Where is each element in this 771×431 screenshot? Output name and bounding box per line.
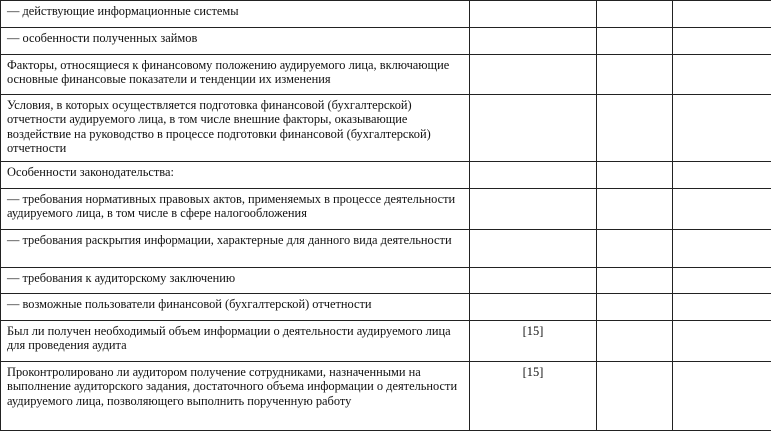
empty-cell [597,362,673,431]
table-row [1,1,771,28]
row-text: Был ли получен необходимый объем информации о деятельности аудируемого лица для проведения аудита [1,321,470,362]
reference-cell [470,162,597,189]
empty-cell [673,321,771,362]
empty-cell [597,268,673,294]
table-row [1,230,771,268]
empty-cell [597,230,673,268]
reference-cell [470,230,597,268]
empty-cell [597,162,673,189]
table-row [1,294,771,321]
table-row [1,189,771,230]
empty-cell [673,230,771,268]
table-row [1,55,771,95]
row-text: Проконтролировано ли аудитором получение сотрудниками, назначенными на выполнение аудиторского задания, достаточного объема информации о деятельности аудируемого лица, позволяющего выполнить порученную работу [1,362,470,431]
row-text: Условия, в которых осуществляется подготовка финансовой (бухгалтерской) отчетности аудируемого лица, в том числе внешние факторы, оказывающие воздействие на руководство в процессе подготовки финансовой (бухгалтерской) отчетности [1,95,470,162]
reference-cell [470,294,597,321]
reference-cell [470,268,597,294]
row-text: — требования к аудиторскому заключению [1,268,470,294]
reference-cell [470,95,597,162]
reference-cell [470,55,597,95]
empty-cell [597,28,673,55]
table-row [1,321,771,362]
empty-cell [673,189,771,230]
row-text: — возможные пользователи финансовой (бухгалтерской) отчетности [1,294,470,321]
table-row [1,362,771,431]
reference-cell [470,189,597,230]
row-text: Особенности законодательства: [1,162,470,189]
row-text: — особенности полученных займов [1,28,470,55]
empty-cell [673,162,771,189]
empty-cell [673,55,771,95]
empty-cell [597,1,673,28]
reference-cell: [15] [470,321,597,362]
reference-cell: [15] [470,362,597,431]
empty-cell [673,95,771,162]
row-text: — требования раскрытия информации, характерные для данного вида деятельности [1,230,470,268]
row-text: Факторы, относящиеся к финансовому положению аудируемого лица, включающие основные финансовые показатели и тенденции их изменения [1,55,470,95]
empty-cell [597,189,673,230]
table-row [1,162,771,189]
table-row [1,95,771,162]
empty-cell [597,294,673,321]
row-text: — действующие информационные системы [1,1,470,28]
table-row [1,28,771,55]
empty-cell [673,28,771,55]
reference-cell [470,1,597,28]
empty-cell [597,55,673,95]
empty-cell [597,321,673,362]
empty-cell [673,1,771,28]
empty-cell [673,362,771,431]
empty-cell [597,95,673,162]
row-text: — требования нормативных правовых актов, применяемых в процессе деятельности аудируемого лица, в том числе в сфере налогообложения [1,189,470,230]
empty-cell [673,294,771,321]
table-row [1,268,771,294]
empty-cell [673,268,771,294]
reference-cell [470,28,597,55]
